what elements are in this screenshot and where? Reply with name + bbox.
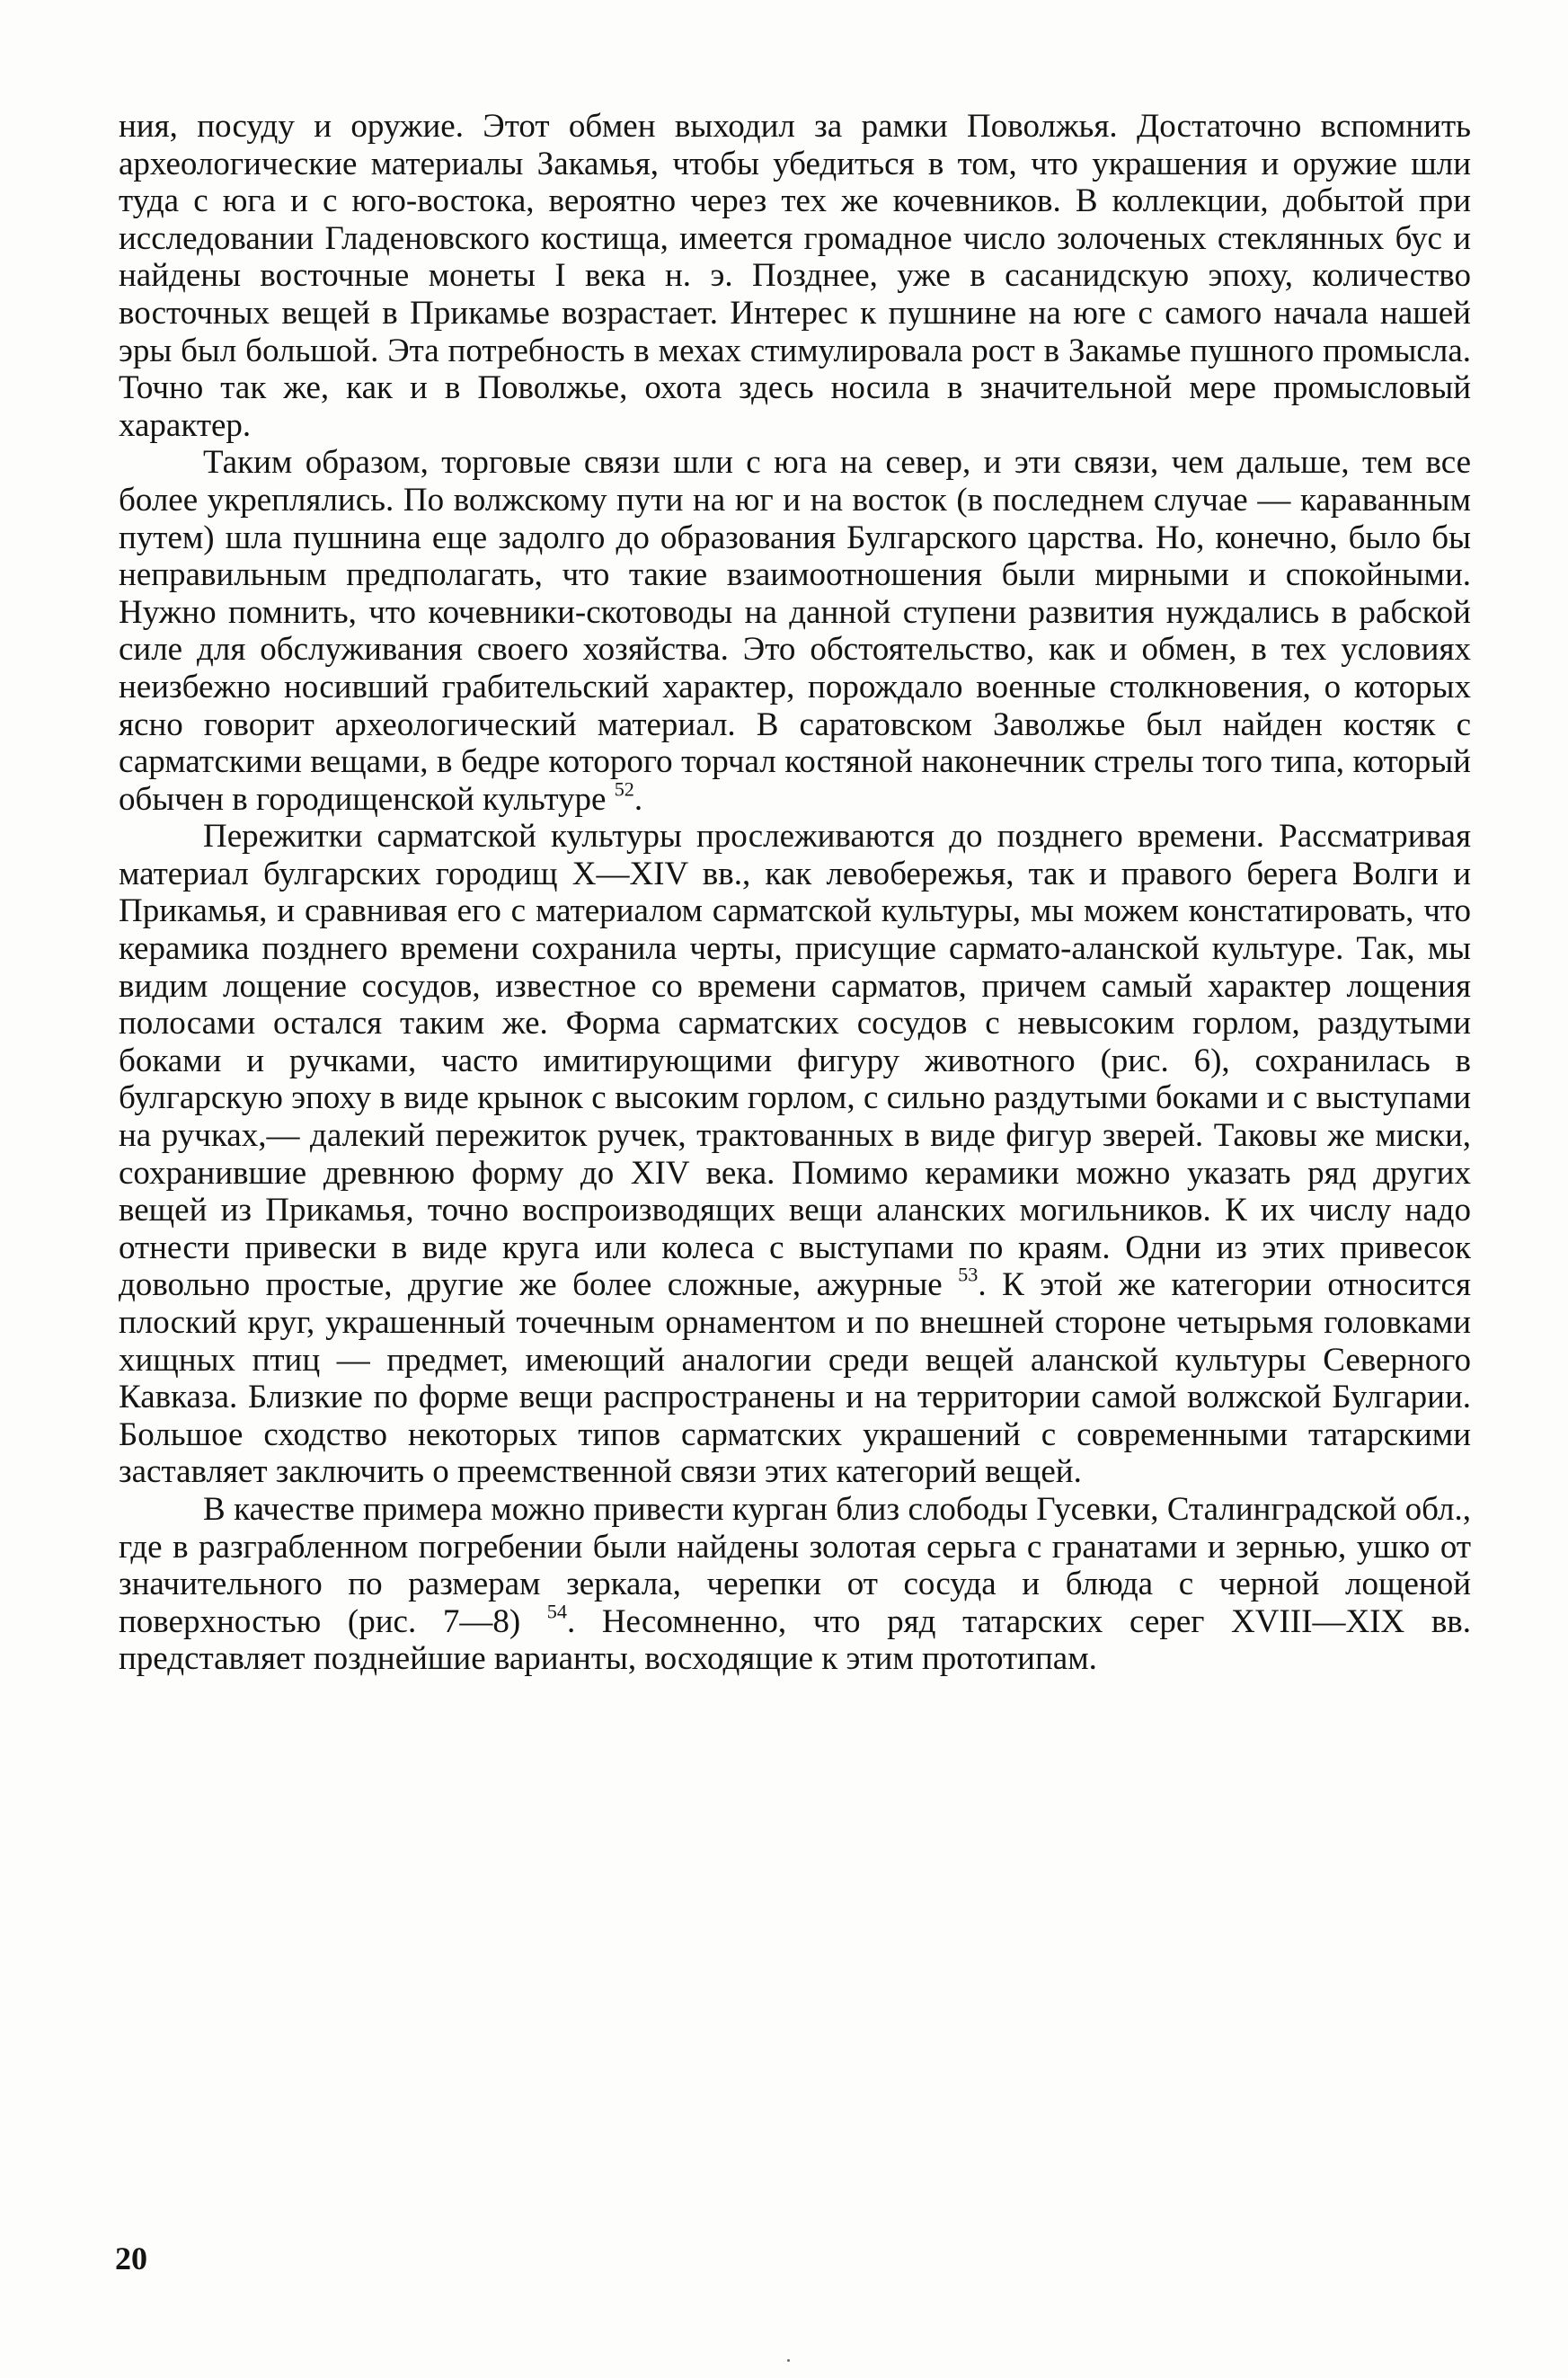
paragraph-2-tail: . bbox=[633, 780, 643, 818]
body-text bbox=[119, 108, 1471, 1678]
paragraph-2-text: Таким образом, торговые связи шли с юга на север, и эти связи, чем дальше, тем все более укреплялись. По волжскому пути на юг и на восток (в последнем случае — караванным путем) шла пушнина еще задолго до образования Булгарского царства. Но, конечно, было бы неправильным предполагать, что такие взаимоотношения были мирными и спокойными. Нужно помнить, что кочевники-скотоводы на данной ступени развития нуждались в рабской силе для обслуживания своего хозяйства. Это обстоятельство, как и обмен, в тех условиях неизбежно носивший грабительский характер, порождало военные столкновения, о которых ясно говорит археологический материал. В саратовском Заволжье был найден костяк с сарматскими вещами, в бедре которого торчал костяной наконечник стрелы того типа, который обычен в городищенской культуре bbox=[119, 444, 1471, 818]
paragraph-4-text: В качестве примера можно привести курган близ слободы Гусевки, Сталинградской обл., где в разграбленном погребении были найдены золотая серьга с гранатами и зернью, ушко от значительного по размерам зеркала, черепки от сосуда и блюда с черной лощеной поверхностью (рис. 7—8) bbox=[119, 1490, 1471, 1640]
footnote-ref-54: 54 bbox=[546, 1600, 567, 1623]
footnote-ref-53: 53 bbox=[958, 1263, 979, 1286]
paragraph-1-text: ния, посуду и оружие. Этот обмен выходил за рамки Поволжья. Достаточно вспомнить археологические материалы Закамья, чтобы убедиться в том, что украшения и оружие шли туда с юга и с юго-востока, вероятно через тех же кочевников. В коллекции, добытой при исследовании Гладеновского костища, имеется громадное число золоченых стеклянных бус и найдены восточные монеты I века н. э. Позднее, уже в сасанидскую эпоху, количество восточных вещей в Прикамье возрастает. Интерес к пушнине на юге с самого начала нашей эры был большой. Эта потребность в мехах стимулировала рост в Закамье пушного промысла. Точно так же, как и в Поволжье, охота здесь носила в значительной мере промысловый характер. bbox=[119, 108, 1471, 444]
paragraph-3 bbox=[119, 818, 1471, 1491]
footnote-ref-52: 52 bbox=[614, 777, 634, 801]
paragraph-4-tail: . Несомненно, что ряд татарских серег XVIII—XIX вв. представляет позднейшие варианты, восходящие к этим прототипам. bbox=[119, 1602, 1472, 1678]
paragraph-1 bbox=[119, 108, 1471, 444]
print-speck bbox=[787, 2359, 790, 2362]
paragraph-2 bbox=[119, 444, 1471, 818]
paragraph-3-text: Пережитки сарматской культуры прослеживаются до позднего времени. Рассматривая материал булгарских городищ X—XIV вв., как левобережья, так и правого берега Волги и Прикамья, и сравнивая его с материалом сарматской культуры, мы можем констатировать, что керамика позднего времени сохранила черты, присущие сармато-аланской культуре. Так, мы видим лощение сосудов, известное со времени сарматов, причем самый характер лощения полосами остался таким же. Форма сарматских сосудов с невысоким горлом, раздутыми боками и ручками, часто имитирующими фигуру животного (рис. 6), сохранилась в булгарскую эпоху в виде крынок с высоким горлом, с сильно раздутыми боками и с выступами на ручках,— далекий пережиток ручек, трактованных в виде фигур зверей. Таковы же миски, сохранившие древнюю форму до XIV века. Помимо керамики можно указать ряд других вещей из Прикамья, точно воспроизводящих вещи аланских могильников. К их числу надо отнести привески в виде круга или колеса с выступами по краям. Одни из этих привесок довольно простые, другие же более сложные, ажурные bbox=[119, 818, 1471, 1304]
page-number: 20 bbox=[115, 2240, 147, 2276]
paragraph-4 bbox=[119, 1491, 1471, 1678]
paragraph-3-tail: . К этой же категории относится плоский круг, украшенный точечным орнаментом и по внешней стороне четырьмя головками хищных птиц — предмет, имеющий аналогии среди вещей аланской культуры Северного Кавказа. Близкие по форме вещи распространены и на территории самой волжской Булгарии. Большое сходство некоторых типов сарматских украшений с современными татарскими заставляет заключить о преемственной связи этих категорий вещей. bbox=[119, 1266, 1472, 1491]
